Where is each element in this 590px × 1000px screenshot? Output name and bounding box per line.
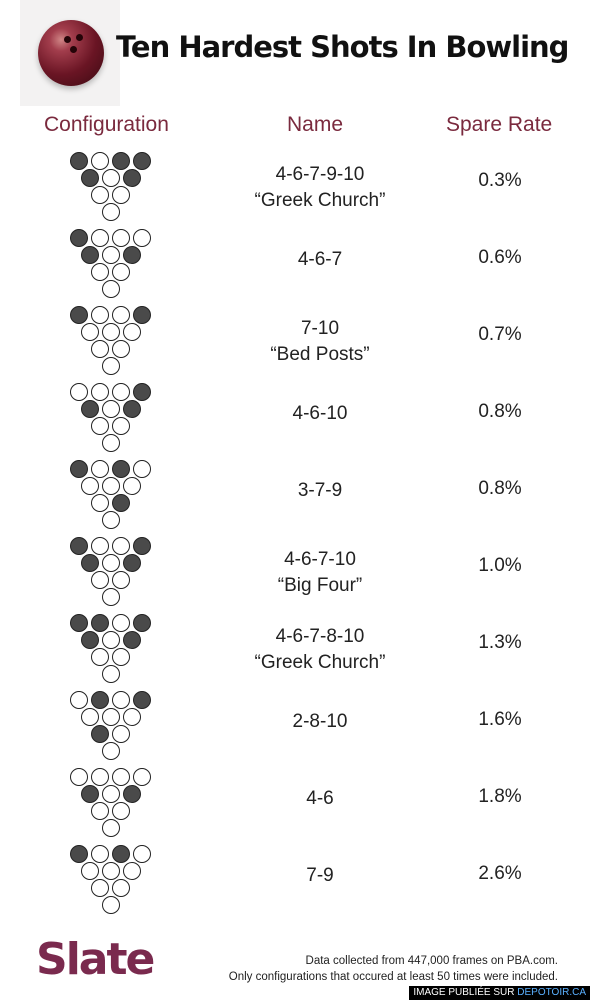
pin-standing-icon [81, 631, 99, 649]
header [0, 0, 590, 110]
shot-name [222, 786, 418, 812]
pin-cleared-icon [112, 383, 130, 401]
shot-name [222, 316, 418, 368]
spare-rate-value: 2.6% [478, 863, 522, 884]
column-header-configuration: Configuration [44, 113, 169, 136]
pin-cleared-icon [102, 477, 120, 495]
pin-cleared-icon [112, 879, 130, 897]
pin-standing-icon [70, 152, 88, 170]
pin-cleared-icon [91, 879, 109, 897]
pin-standing-icon [70, 306, 88, 324]
pin-cleared-icon [70, 691, 88, 709]
pin-diagram [68, 304, 156, 376]
pin-cleared-icon [112, 263, 130, 281]
pin-cleared-icon [133, 768, 151, 786]
pin-cleared-icon [91, 340, 109, 358]
pin-cleared-icon [102, 554, 120, 572]
shot-name [222, 863, 418, 889]
pin-standing-icon [133, 614, 151, 632]
pin-cleared-icon [91, 845, 109, 863]
pin-standing-icon [70, 229, 88, 247]
pin-standing-icon [112, 494, 130, 512]
spare-rate-value: 1.0% [478, 555, 522, 576]
pin-cleared-icon [91, 383, 109, 401]
pin-cleared-icon [102, 742, 120, 760]
pin-cleared-icon [91, 417, 109, 435]
slate-logo: Slate [36, 934, 154, 985]
pin-standing-icon [81, 400, 99, 418]
pin-cleared-icon [91, 186, 109, 204]
pin-standing-icon [123, 169, 141, 187]
pin-standing-icon [91, 691, 109, 709]
pin-diagram [68, 535, 156, 607]
pin-cleared-icon [102, 280, 120, 298]
pin-standing-icon [133, 306, 151, 324]
pin-standing-icon [70, 845, 88, 863]
credit-banner [409, 986, 590, 1000]
pin-cleared-icon [112, 186, 130, 204]
pin-standing-icon [81, 246, 99, 264]
spare-rate-value: 0.8% [478, 478, 522, 499]
pin-cleared-icon [112, 417, 130, 435]
spare-rate-value: 1.3% [478, 632, 522, 653]
pin-cleared-icon [91, 460, 109, 478]
bowling-ball-icon [38, 20, 104, 86]
pin-standing-icon [112, 460, 130, 478]
table-row [0, 689, 590, 766]
table-row [0, 535, 590, 612]
pin-cleared-icon [112, 802, 130, 820]
pin-cleared-icon [102, 434, 120, 452]
pin-cleared-icon [102, 323, 120, 341]
pin-cleared-icon [91, 537, 109, 555]
pin-cleared-icon [91, 229, 109, 247]
pin-standing-icon [91, 614, 109, 632]
shot-name [222, 162, 418, 214]
pin-diagram [68, 612, 156, 684]
pin-cleared-icon [91, 571, 109, 589]
table-row [0, 227, 590, 304]
pin-standing-icon [70, 614, 88, 632]
spare-rate-value: 0.7% [478, 324, 522, 345]
table-row [0, 458, 590, 535]
pin-standing-icon [123, 400, 141, 418]
table-row [0, 381, 590, 458]
pin-standing-icon [70, 460, 88, 478]
shot-name [222, 709, 418, 735]
shot-pins-label: 4-6-7-9-10 [275, 164, 365, 185]
pin-cleared-icon [112, 340, 130, 358]
shot-name [222, 478, 418, 504]
pin-cleared-icon [91, 802, 109, 820]
pin-diagram [68, 458, 156, 530]
shot-name [222, 624, 418, 676]
table-row [0, 843, 590, 920]
pin-standing-icon [91, 725, 109, 743]
pin-cleared-icon [133, 460, 151, 478]
pin-cleared-icon [91, 648, 109, 666]
pin-standing-icon [81, 169, 99, 187]
pin-cleared-icon [123, 323, 141, 341]
shot-nickname: “Greek Church” [254, 190, 386, 211]
shot-nickname: “Big Four” [277, 575, 363, 596]
pin-cleared-icon [112, 306, 130, 324]
pin-cleared-icon [123, 862, 141, 880]
pin-cleared-icon [102, 511, 120, 529]
pin-cleared-icon [81, 708, 99, 726]
pin-cleared-icon [102, 785, 120, 803]
pin-cleared-icon [81, 862, 99, 880]
pin-cleared-icon [102, 203, 120, 221]
pin-cleared-icon [91, 768, 109, 786]
pin-cleared-icon [70, 768, 88, 786]
footnote-line-1: Data collected from 447,000 frames on PBA.com. [305, 955, 558, 967]
pin-standing-icon [133, 152, 151, 170]
pin-cleared-icon [91, 494, 109, 512]
pin-diagram [68, 766, 156, 838]
pin-standing-icon [133, 691, 151, 709]
shot-pins-label: 3-7-9 [297, 480, 343, 501]
page-title: Ten Hardest Shots In Bowling [116, 30, 569, 64]
pin-diagram [68, 227, 156, 299]
pin-cleared-icon [133, 845, 151, 863]
bowling-ball-image [20, 0, 120, 106]
pin-cleared-icon [112, 537, 130, 555]
pin-cleared-icon [102, 819, 120, 837]
shot-pins-label: 2-8-10 [292, 711, 348, 732]
pin-cleared-icon [91, 263, 109, 281]
column-header-spare-rate: Spare Rate [446, 113, 553, 136]
pin-standing-icon [133, 383, 151, 401]
pin-standing-icon [133, 537, 151, 555]
table-row [0, 304, 590, 381]
pin-cleared-icon [102, 708, 120, 726]
pin-cleared-icon [102, 357, 120, 375]
spare-rate-value: 0.3% [478, 170, 522, 191]
pin-standing-icon [112, 845, 130, 863]
table-row [0, 766, 590, 843]
table-row [0, 150, 590, 227]
shot-pins-label: 4-6-10 [292, 403, 348, 424]
pin-standing-icon [81, 785, 99, 803]
shot-nickname: “Bed Posts” [270, 344, 370, 365]
pin-cleared-icon [112, 768, 130, 786]
spare-rate-value: 0.6% [478, 247, 522, 268]
credit-site-link[interactable]: DEPOTOIR.CA [517, 987, 586, 998]
pin-cleared-icon [102, 588, 120, 606]
spare-rate-value: 1.8% [478, 786, 522, 807]
shot-pins-label: 4-6 [306, 788, 334, 809]
shot-nickname: “Greek Church” [254, 652, 386, 673]
pin-cleared-icon [102, 896, 120, 914]
pin-cleared-icon [112, 648, 130, 666]
pin-cleared-icon [112, 571, 130, 589]
shot-pins-label: 7-10 [300, 318, 340, 339]
pin-cleared-icon [123, 477, 141, 495]
pin-cleared-icon [102, 246, 120, 264]
pin-cleared-icon [70, 383, 88, 401]
table-row [0, 612, 590, 689]
shot-pins-label: 4-6-7 [297, 249, 343, 270]
pin-cleared-icon [81, 323, 99, 341]
pin-cleared-icon [123, 708, 141, 726]
pin-diagram [68, 843, 156, 915]
pin-standing-icon [112, 152, 130, 170]
pin-cleared-icon [91, 306, 109, 324]
data-footnote [229, 953, 558, 985]
column-header-name: Name [287, 113, 344, 136]
pin-standing-icon [123, 246, 141, 264]
pin-cleared-icon [112, 229, 130, 247]
pin-diagram [68, 150, 156, 222]
pin-cleared-icon [102, 400, 120, 418]
pin-standing-icon [123, 554, 141, 572]
shot-pins-label: 4-6-7-8-10 [275, 626, 365, 647]
shot-pins-label: 4-6-7-10 [284, 549, 356, 570]
pin-diagram [68, 381, 156, 453]
shot-name [222, 547, 418, 599]
pin-cleared-icon [112, 725, 130, 743]
pin-standing-icon [70, 537, 88, 555]
pin-cleared-icon [102, 665, 120, 683]
spare-rate-value: 0.8% [478, 401, 522, 422]
pin-cleared-icon [112, 614, 130, 632]
shot-name [222, 401, 418, 427]
pin-cleared-icon [102, 862, 120, 880]
credit-prefix: IMAGE PUBLIÉE SUR [413, 987, 518, 998]
pin-cleared-icon [91, 152, 109, 170]
pin-cleared-icon [102, 169, 120, 187]
pin-cleared-icon [102, 631, 120, 649]
shot-pins-label: 7-9 [306, 865, 334, 886]
pin-standing-icon [123, 785, 141, 803]
pin-standing-icon [81, 554, 99, 572]
pin-standing-icon [123, 631, 141, 649]
pin-cleared-icon [112, 691, 130, 709]
pin-diagram [68, 689, 156, 761]
pin-cleared-icon [81, 477, 99, 495]
spare-rate-value: 1.6% [478, 709, 522, 730]
footnote-line-2: Only configurations that occured at least 50 times were included. [228, 971, 558, 983]
pin-cleared-icon [133, 229, 151, 247]
shot-name [222, 247, 418, 273]
